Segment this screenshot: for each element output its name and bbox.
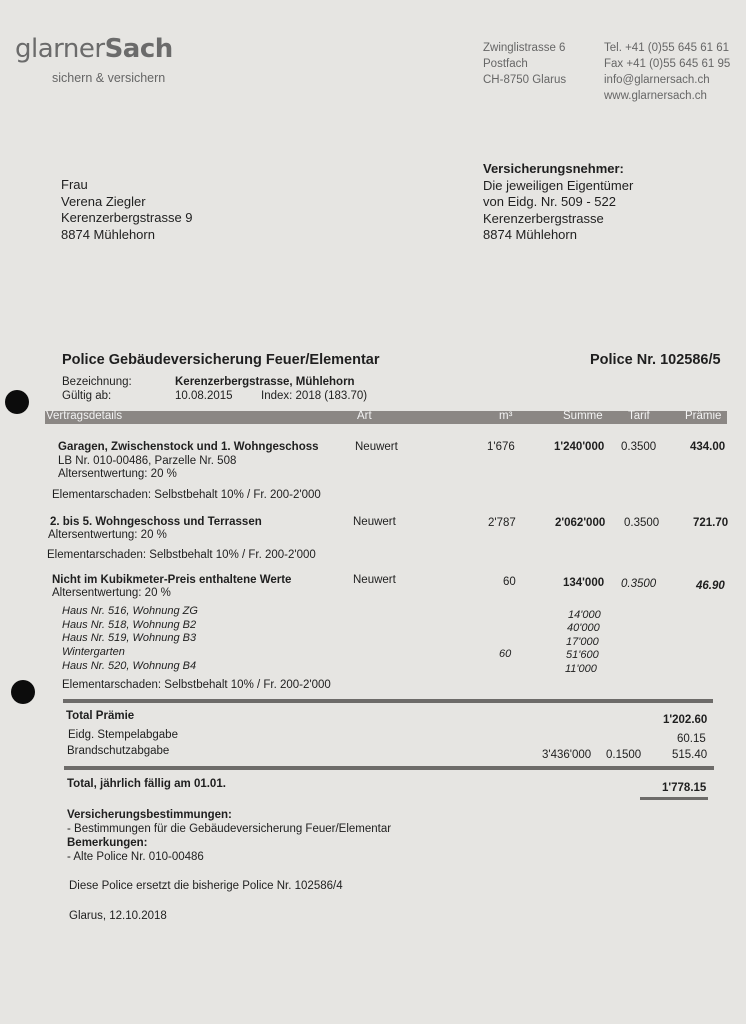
item-value: 14'000 — [568, 609, 601, 621]
section-2-praemie: 721.70 — [693, 517, 729, 529]
section-1-summe: 1'240'000 — [554, 441, 605, 453]
annual-total-label: Total, jährlich fällig am 01.01. — [67, 778, 226, 790]
company-logo: glarnerSach — [15, 34, 173, 64]
section-2-note: Elementarschaden: Selbstbehalt 10% / Fr. 200-2'000 — [47, 549, 316, 561]
brand-summe: 3'436'000 — [542, 749, 592, 761]
policy-title: Police Gebäudeversicherung Feuer/Elementar — [62, 352, 380, 368]
section-1-art: Neuwert — [355, 441, 398, 453]
total-underline — [640, 797, 708, 800]
item-label: Haus Nr. 519, Wohnung B3 — [62, 632, 197, 644]
section-1-line-2: Altersentwertung: 20 % — [58, 468, 177, 480]
section-2-summe: 2'062'000 — [555, 517, 606, 529]
brand-label: Brandschutzabgabe — [67, 745, 170, 757]
brand-value: 515.40 — [672, 749, 708, 761]
company-contact: Tel. +41 (0)55 645 61 61 Fax +41 (0)55 645 61 95 info@glarnersach.ch www.glarnersach.ch — [604, 42, 731, 102]
item-label: Wintergarten — [62, 646, 125, 658]
table-header — [45, 411, 727, 424]
section-3-praemie: 46.90 — [696, 580, 725, 592]
place-date: Glarus, 12.10.2018 — [69, 910, 167, 922]
gueltig-value: 10.08.2015 — [175, 390, 233, 402]
col-summe: Summe — [563, 410, 603, 422]
col-praemie: Prämie — [685, 410, 722, 422]
section-3-note: Elementarschaden: Selbstbehalt 10% / Fr. 200-2'000 — [62, 679, 331, 691]
section-2-line-1: Altersentwertung: 20 % — [48, 529, 167, 541]
stempel-value: 60.15 — [677, 733, 706, 745]
index-text: Index: 2018 (183.70) — [261, 390, 368, 402]
replaces-note: Diese Police ersetzt die bisherige Police Nr. 102586/4 — [69, 880, 343, 892]
section-2-title: 2. bis 5. Wohngeschoss und Terrassen — [50, 516, 262, 528]
section-3-tarif: 0.3500 — [621, 578, 657, 590]
section-3-m3: 60 — [503, 576, 516, 588]
bestimmungen-item: - Bestimmungen für die Gebäudeversicherung Feuer/Elementar — [67, 823, 392, 835]
section-1-praemie: 434.00 — [690, 441, 726, 453]
recipient-address: Frau Verena Ziegler Kerenzerbergstrasse 9 8874 Mühlehorn — [61, 177, 193, 242]
section-1-line-1: LB Nr. 010-00486, Parzelle Nr. 508 — [58, 455, 237, 467]
section-3-art: Neuwert — [353, 574, 396, 586]
col-m3: m³ — [499, 410, 513, 422]
bezeichnung-label: Bezeichnung: — [62, 376, 132, 388]
section-2-art: Neuwert — [353, 516, 396, 528]
item-value: 40'000 — [567, 622, 600, 634]
item-m3: 60 — [499, 648, 512, 660]
item-label: Haus Nr. 516, Wohnung ZG — [62, 605, 198, 617]
col-art: Art — [357, 410, 372, 422]
bemerkungen-heading: Bemerkungen: — [67, 837, 148, 849]
section-3-summe: 134'000 — [563, 577, 605, 589]
section-2-m3: 2'787 — [488, 517, 516, 529]
section-1-m3: 1'676 — [487, 441, 515, 453]
bemerkungen-item: - Alte Police Nr. 010-00486 — [67, 851, 204, 863]
insured-block: Versicherungsnehmer: Die jeweiligen Eigentümer von Eidg. Nr. 509 - 522 Kerenzerbergstrasse 8874 Mühlehorn — [483, 161, 634, 242]
punch-hole-bottom — [11, 680, 35, 704]
stempel-label: Eidg. Stempelabgabe — [68, 729, 178, 741]
section-3-line-1: Altersentwertung: 20 % — [52, 587, 171, 599]
item-value: 17'000 — [566, 636, 599, 648]
bestimmungen-heading: Versicherungsbestimmungen: — [67, 809, 232, 821]
col-tarif: Tarif — [628, 410, 650, 422]
gueltig-label: Gültig ab: — [62, 390, 112, 402]
brand-tarif: 0.1500 — [606, 749, 642, 761]
item-value: 51'600 — [566, 649, 599, 661]
total-praemie-value: 1'202.60 — [663, 714, 708, 726]
item-label: Haus Nr. 520, Wohnung B4 — [62, 660, 197, 672]
total-praemie-label: Total Prämie — [66, 710, 135, 722]
col-vertragsdetails: Vertragsdetails — [46, 410, 123, 422]
item-label: Haus Nr. 518, Wohnung B2 — [62, 619, 197, 631]
divider-rule — [63, 699, 713, 703]
annual-total-value: 1'778.15 — [662, 782, 707, 794]
policy-number: Police Nr. 102586/5 — [590, 352, 721, 368]
item-value: 11'000 — [565, 663, 597, 675]
divider-rule — [64, 766, 714, 770]
bezeichnung-value: Kerenzerbergstrasse, Mühlehorn — [175, 376, 355, 388]
punch-hole-top — [5, 390, 29, 414]
section-3-title: Nicht im Kubikmeter-Preis enthaltene Werte — [52, 574, 292, 586]
section-1-note: Elementarschaden: Selbstbehalt 10% / Fr. 200-2'000 — [52, 489, 321, 501]
section-1-tarif: 0.3500 — [621, 441, 657, 453]
section-1-title: Garagen, Zwischenstock und 1. Wohngeschoss — [58, 441, 319, 453]
company-address: Zwinglistrasse 6 Postfach CH-8750 Glarus — [483, 42, 567, 86]
section-2-tarif: 0.3500 — [624, 517, 660, 529]
company-tagline: sichern & versichern — [52, 71, 166, 85]
